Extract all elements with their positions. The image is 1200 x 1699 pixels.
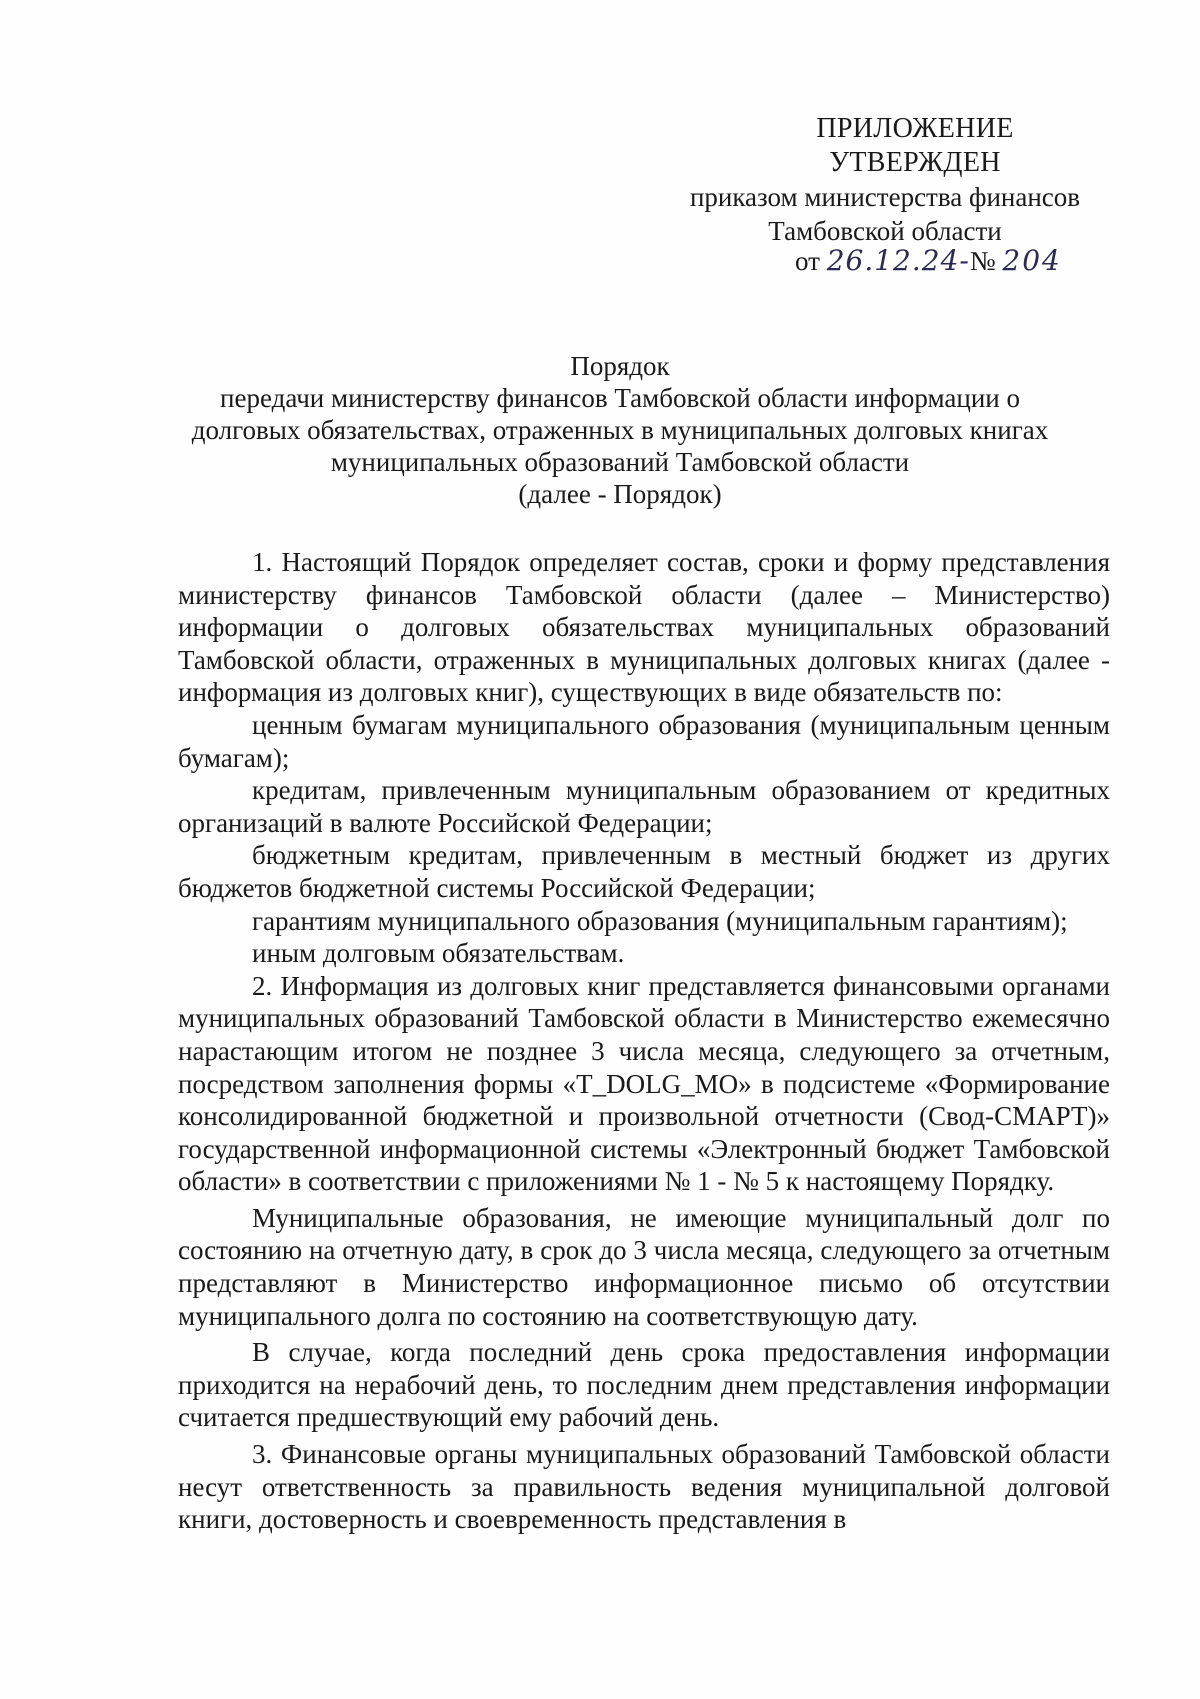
order-date-line: от 26.12.24-№ 204 xyxy=(795,244,1062,277)
handwritten-date: 26.12.24 xyxy=(826,244,960,277)
approval-block xyxy=(640,112,1130,248)
date-prefix: от xyxy=(795,246,820,276)
approved-by-order: приказом министерства финансов xyxy=(689,182,1081,212)
paragraph-2: 2. Информация из долговых книг представляется финансовыми органами муниципальных образований Тамбовской области в Министерство ежемесячно нарастающим итогом не позднее 3 числа месяца, следующего за отчетным, посредством заполнения формы «T_DOLG_MO» в подсистеме «Формирование консолидированной бюджетной и произвольной отчетности (Свод-СМАРТ)» государственной информационной системы «Электронный бюджет Тамбовской области» в соответствии с приложениями № 1 - № 5 к настоящему Порядку. xyxy=(178,970,1110,1197)
number-sign: № xyxy=(969,246,996,276)
paragraph-securities: ценным бумагам муниципального образования (муниципальным ценным бумагам); xyxy=(178,709,1110,773)
paragraph-guarantees: гарантиям муниципального образования (муниципальным гарантиям); xyxy=(252,905,1068,936)
approved-label: УТВЕРЖДЕН xyxy=(829,147,1001,178)
document-body xyxy=(178,546,1110,1536)
paragraph-no-debt: Муниципальные образования, не имеющие муниципальный долг по состоянию на отчетную дату, в срок до 3 числа месяца, следующего за отчетным представляют в Министерство информационное письмо об отсутствии муниципального долга по состоянию на соответствующую дату. xyxy=(178,1202,1110,1331)
paragraph-other-obligations: иным долговым обязательствам. xyxy=(252,938,625,969)
paragraph-credits: кредитам, привлеченным муниципальным образованием от кредитных организаций в валюте Российской Федерации; xyxy=(178,775,1110,838)
paragraph-1: 1. Настоящий Порядок определяет состав, сроки и форму представления министерству финансов Тамбовской области (далее – Министерство) информации о долговых обязательствах муниципальных образований Тамбовской области, отраженных в муниципальных долговых книгах (далее - информация из долговых книг), существующих в виде обязательств по: xyxy=(178,547,1110,708)
title-line-2: передачи министерству финансов Тамбовской области информации о xyxy=(220,383,1020,413)
appendix-label: ПРИЛОЖЕНИЕ xyxy=(816,113,1014,144)
handwritten-number: 204 xyxy=(1002,244,1062,277)
title-line-3: долговых обязательствах, отраженных в муниципальных долговых книгах xyxy=(191,415,1049,445)
paragraph-non-working-day: В случае, когда последний день срока предоставления информации приходится на нерабочий день, то последним днем представления информации считается предшествующий ему рабочий день. xyxy=(178,1337,1110,1433)
title-line-4: муниципальных образований Тамбовской области xyxy=(330,447,910,477)
document-title xyxy=(180,350,1060,510)
title-heading: Порядок xyxy=(570,351,670,381)
title-line-5: (далее - Порядок) xyxy=(518,479,722,509)
paragraph-3: 3. Финансовые органы муниципальных образований Тамбовской области несут ответственность за правильность ведения муниципальной долговой книги, достоверность и своевременность представления в xyxy=(178,1439,1110,1535)
paragraph-budget-credits: бюджетным кредитам, привлеченным в местный бюджет из других бюджетов бюджетной системы Российской Федерации; xyxy=(178,840,1110,903)
approved-by-region: Тамбовской области xyxy=(768,216,1002,246)
